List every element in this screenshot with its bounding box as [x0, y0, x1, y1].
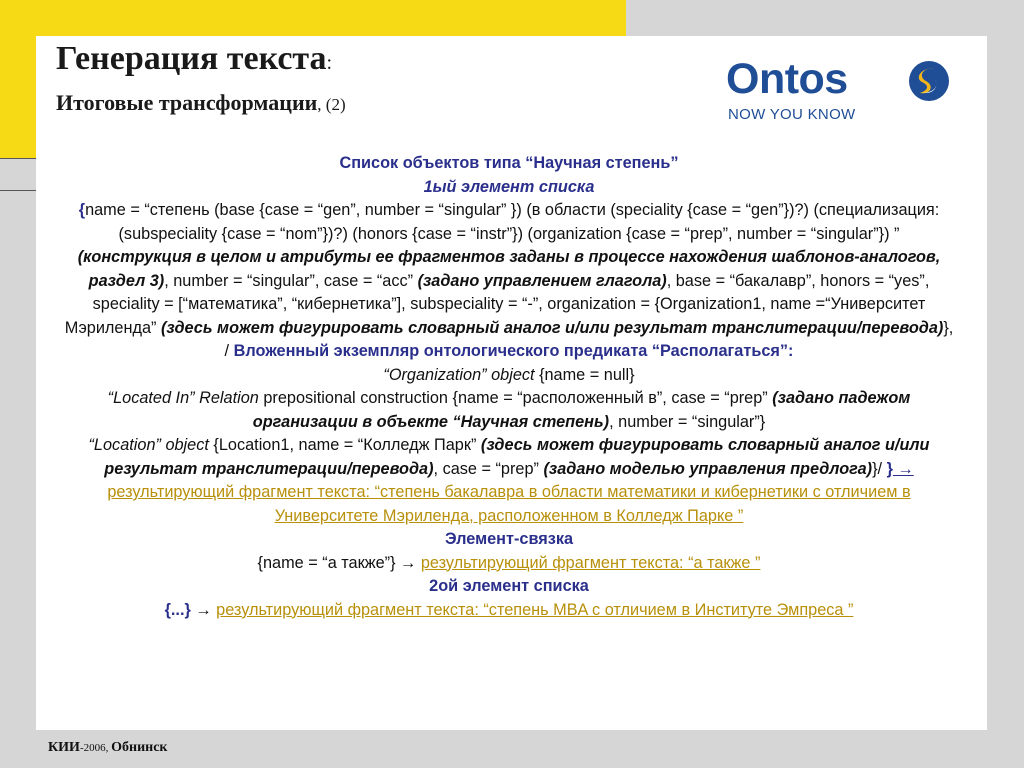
- location-object: “Location” object {Location1, name = “Колледж Парк” (здесь может фигурировать словарный аналог и/или результат транслитерации/перевода), case = “prep” (задано моделью управления предлога)}/ } → результирующий фрагмент текста: “степень бакалавра в области математики и кибернетики с отличием в Университете Мэриленда, расположенном в Колледж Парке ”: [88, 436, 930, 525]
- logo-tagline: NOW YOU KNOW: [728, 106, 856, 123]
- divider-line: [0, 190, 36, 191]
- footer-caption: КИИ-2006, Обнинск: [48, 740, 168, 755]
- divider-line: [0, 158, 36, 159]
- paragraph-item1: {name = “степень (base {case = “gen”, number = “singular” }) (в области (speciality {case = “gen”})?) (специализация: (subspeciality {case = “nom”})?) (honors {case = “instr”}) (organization {case = “prep”, number = “singular”}) ” (конструкция в целом и атрибуты ее фрагментов заданы в процессе нахождения шаблонов-аналогов, раздел 3), number = “singular”, case = “acc” (задано управлением глагола), base = “бакалавр”, honors = “yes”, speciality = [“математика”, “кибернетика”], subspeciality = “-”, organization = {Organization1, name =“Университет Мэриленда” (здесь может фигурировать словарный аналог и/или результат транслитерации/перевода)},: [64, 201, 954, 337]
- ontos-swirl-icon: [908, 60, 950, 102]
- link-element-line: {name = “а также”} → результирующий фрагмент текста: “а также ”: [257, 553, 761, 572]
- yellow-top-band: [0, 0, 626, 36]
- located-in-relation: “Located In” Relation prepositional construction {name = “расположенный в”, case = “prep” (задано падежом организации в объекте “Научная степень), number = “singular”}: [107, 389, 911, 431]
- result-fragment-link-1[interactable]: результирующий фрагмент текста: “степень бакалавра в области математики и кибернетики с отличием в Университете Мэриленда, расположенном в Колледж Парке ”: [107, 483, 911, 525]
- organization-object-line: “Organization” object {name = null}: [383, 365, 635, 384]
- result-fragment-link-2[interactable]: результирующий фрагмент текста: “а также ”: [420, 553, 761, 572]
- slide-title: Генерация текста:: [56, 40, 333, 77]
- slide-subtitle: Итоговые трансформации, (2): [56, 90, 346, 115]
- slide-body: [60, 152, 958, 622]
- link-element-heading: Элемент-связка: [444, 530, 574, 548]
- item1-title: 1ый элемент списка: [423, 177, 595, 196]
- item2-line: {...} → результирующий фрагмент текста: “степень MBA с отличием в Институте Эмпреса ”: [164, 600, 854, 619]
- yellow-side-band: [0, 0, 36, 158]
- nested-predicate-heading: / Вложенный экземпляр онтологического предиката “Располагаться”:: [224, 342, 794, 360]
- ontos-logo: [726, 56, 976, 128]
- list-heading: Список объектов типа “Научная степень”: [339, 154, 679, 172]
- result-fragment-link-3[interactable]: результирующий фрагмент текста: “степень MBA с отличием в Институте Эмпреса ”: [216, 600, 854, 619]
- item2-title: 2ой элемент списка: [429, 577, 589, 595]
- logo-wordmark: Ontos: [726, 55, 848, 103]
